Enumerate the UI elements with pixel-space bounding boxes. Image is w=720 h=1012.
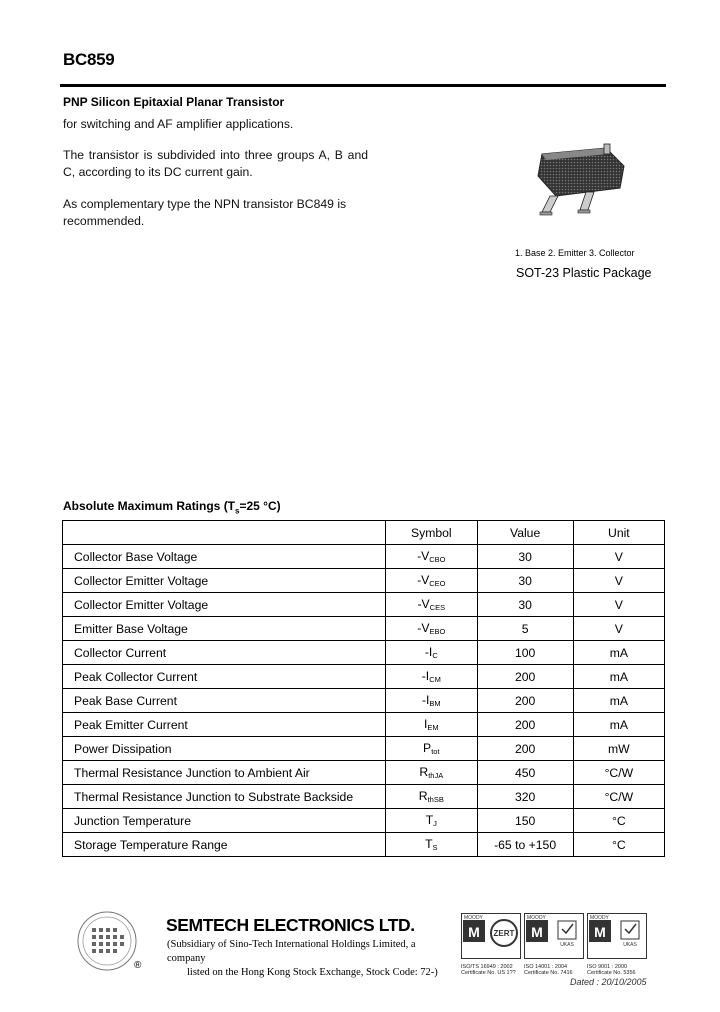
symbol-main: -V [417,597,430,611]
value-cell: -65 to +150 [477,833,573,857]
unit-cell: mA [573,665,664,689]
table-row [63,569,665,593]
subsidiary-note [167,938,442,980]
pin-assignment: 1. Base 2. Emitter 3. Collector [515,248,635,258]
symbol-subscript: C [432,651,438,660]
unit-cell: V [573,569,664,593]
ratings-title: Absolute Maximum Ratings ($T_s=25$ °C) [63,499,281,516]
registered-mark: ® [134,960,142,971]
symbol-main: I [423,717,428,731]
value-cell: 200 [477,689,573,713]
cert-badge-iso-ts [461,913,521,976]
parameter-cell: Power Dissipation [63,737,386,761]
table-row [63,737,665,761]
symbol-subscript: J [433,819,437,828]
symbol-main: T [425,813,434,827]
subsidiary-line-2: listed on the Hong Kong Stock Exchange, Stock Code: 72-) [187,967,438,978]
symbol-cell [386,545,477,569]
parameter-cell: Peak Emitter Current [63,713,386,737]
symbol-main: -I [421,693,430,707]
unit-cell: °C [573,809,664,833]
sot23-package-image [528,140,633,220]
cert-line-1: ISO 14001 : 2004 [524,964,568,970]
parameter-cell: Peak Base Current [63,689,386,713]
unit-cell: mA [573,689,664,713]
parameter-cell: Thermal Resistance Junction to Ambient Air [63,761,386,785]
unit-cell: mA [573,641,664,665]
table-row [63,713,665,737]
parameter-cell: Collector Base Voltage [63,545,386,569]
table-row [63,761,665,785]
value-cell: 30 [477,593,573,617]
symbol-cell [386,737,477,761]
symbol-subscript: thJA [428,771,444,780]
parameter-cell: Thermal Resistance Junction to Substrate Backside [63,785,386,809]
svg-text:UKAS: UKAS [623,942,637,948]
symbol-main: P [423,741,432,755]
symbol-main: -I [424,645,433,659]
cert-badge-iso-9001 [587,913,647,976]
part-number-title: BC859 [63,50,115,69]
symbol-cell [386,665,477,689]
symbol-subscript: BM [429,699,441,708]
symbol-cell [386,809,477,833]
moody-ukas-icon [524,913,584,959]
symbol-cell [386,689,477,713]
symbol-cell [386,617,477,641]
svg-text:ZERT: ZERT [493,929,515,938]
cert-line-2: Certificate No. US 1?? [461,970,516,976]
cert-badge-iso-14001 [524,913,584,976]
table-row [63,665,665,689]
value-cell: 100 [477,641,573,665]
unit-cell: V [573,593,664,617]
value-cell: 30 [477,545,573,569]
cert-line-2: Certificate No. 5356 [587,970,636,976]
parameter-cell: Collector Current [63,641,386,665]
parameter-cell: Peak Collector Current [63,665,386,689]
application-text: for switching and AF amplifier applications. [63,117,294,131]
symbol-cell [386,761,477,785]
symbol-subscript: tot [431,747,440,756]
unit-cell: V [573,617,664,641]
unit-cell: mW [573,737,664,761]
unit-cell: °C [573,833,664,857]
parameter-cell: Collector Emitter Voltage [63,593,386,617]
svg-text:M: M [531,924,543,940]
moody-ukas-icon [587,913,647,959]
value-cell: 200 [477,665,573,689]
company-name: SEMTECH ELECTRONICS LTD. [166,915,415,935]
symbol-subscript: CBO [429,555,446,564]
table-row [63,641,665,665]
symbol-main: R [418,789,428,803]
groups-text: The transistor is subdivided into three groups A, B and C, according to its DC current gain. [63,148,368,179]
table-row [63,593,665,617]
semtech-logo [76,910,138,972]
header-unit: Unit [573,521,664,545]
absolute-maximum-ratings-table [62,520,665,857]
symbol-main: -I [421,669,430,683]
value-cell: 320 [477,785,573,809]
symbol-cell [386,593,477,617]
symbol-main: -V [417,549,430,563]
symbol-main: -V [417,621,430,635]
symbol-subscript: EM [427,723,439,732]
header-symbol: Symbol [386,521,477,545]
cert-line-1: ISO 9001 : 2000 [587,964,628,970]
symbol-subscript: thSB [427,795,444,804]
moody-zert-icon [461,913,521,959]
table-row [63,617,665,641]
ratings-table-body [63,545,665,857]
symbol-subscript: EBO [429,627,446,636]
cert-line-1: ISO/TS 16949 : 2002 [461,964,513,970]
svg-text:MOODY: MOODY [527,915,546,921]
value-cell: 200 [477,713,573,737]
symbol-subscript: S [432,843,438,852]
svg-text:M: M [468,924,480,940]
value-cell: 200 [477,737,573,761]
value-cell: 30 [477,569,573,593]
value-cell: 5 [477,617,573,641]
cert-line-2: Certificate No. 7416 [524,970,573,976]
symbol-cell [386,641,477,665]
symbol-cell [386,569,477,593]
symbol-subscript: CES [429,603,446,612]
product-subtitle: PNP Silicon Epitaxial Planar Transistor [63,95,285,109]
header-rule [60,84,666,87]
symbol-main: R [419,765,429,779]
parameter-cell: Emitter Base Voltage [63,617,386,641]
table-row [63,833,665,857]
symbol-main: T [425,837,433,851]
table-row [63,785,665,809]
header-parameter [63,521,386,545]
value-cell: 450 [477,761,573,785]
unit-cell: V [573,545,664,569]
symbol-cell [386,785,477,809]
table-header-row [63,521,665,545]
symbol-main: -V [417,573,430,587]
svg-text:UKAS: UKAS [560,942,574,948]
value-cell: 150 [477,809,573,833]
symbol-cell [386,833,477,857]
table-row [63,545,665,569]
complementary-text: As complementary type the NPN transistor BC849 is recommended. [63,197,347,228]
table-row [63,809,665,833]
unit-cell: °C/W [573,761,664,785]
svg-text:M: M [594,924,606,940]
subsidiary-line-1: (Subsidiary of Sino-Tech International Holdings Limited, a company [167,939,416,964]
symbol-cell [386,713,477,737]
dated-stamp: Dated : 20/10/2005 [570,977,647,987]
svg-text:MOODY: MOODY [464,915,483,921]
header-value: Value [477,521,573,545]
parameter-cell: Collector Emitter Voltage [63,569,386,593]
table-row [63,689,665,713]
symbol-subscript: CM [429,675,441,684]
svg-text:MOODY: MOODY [590,915,609,921]
symbol-subscript: CEO [429,579,446,588]
parameter-cell: Junction Temperature [63,809,386,833]
unit-cell: mA [573,713,664,737]
parameter-cell: Storage Temperature Range [63,833,386,857]
unit-cell: °C/W [573,785,664,809]
package-caption: SOT-23 Plastic Package [516,266,652,280]
